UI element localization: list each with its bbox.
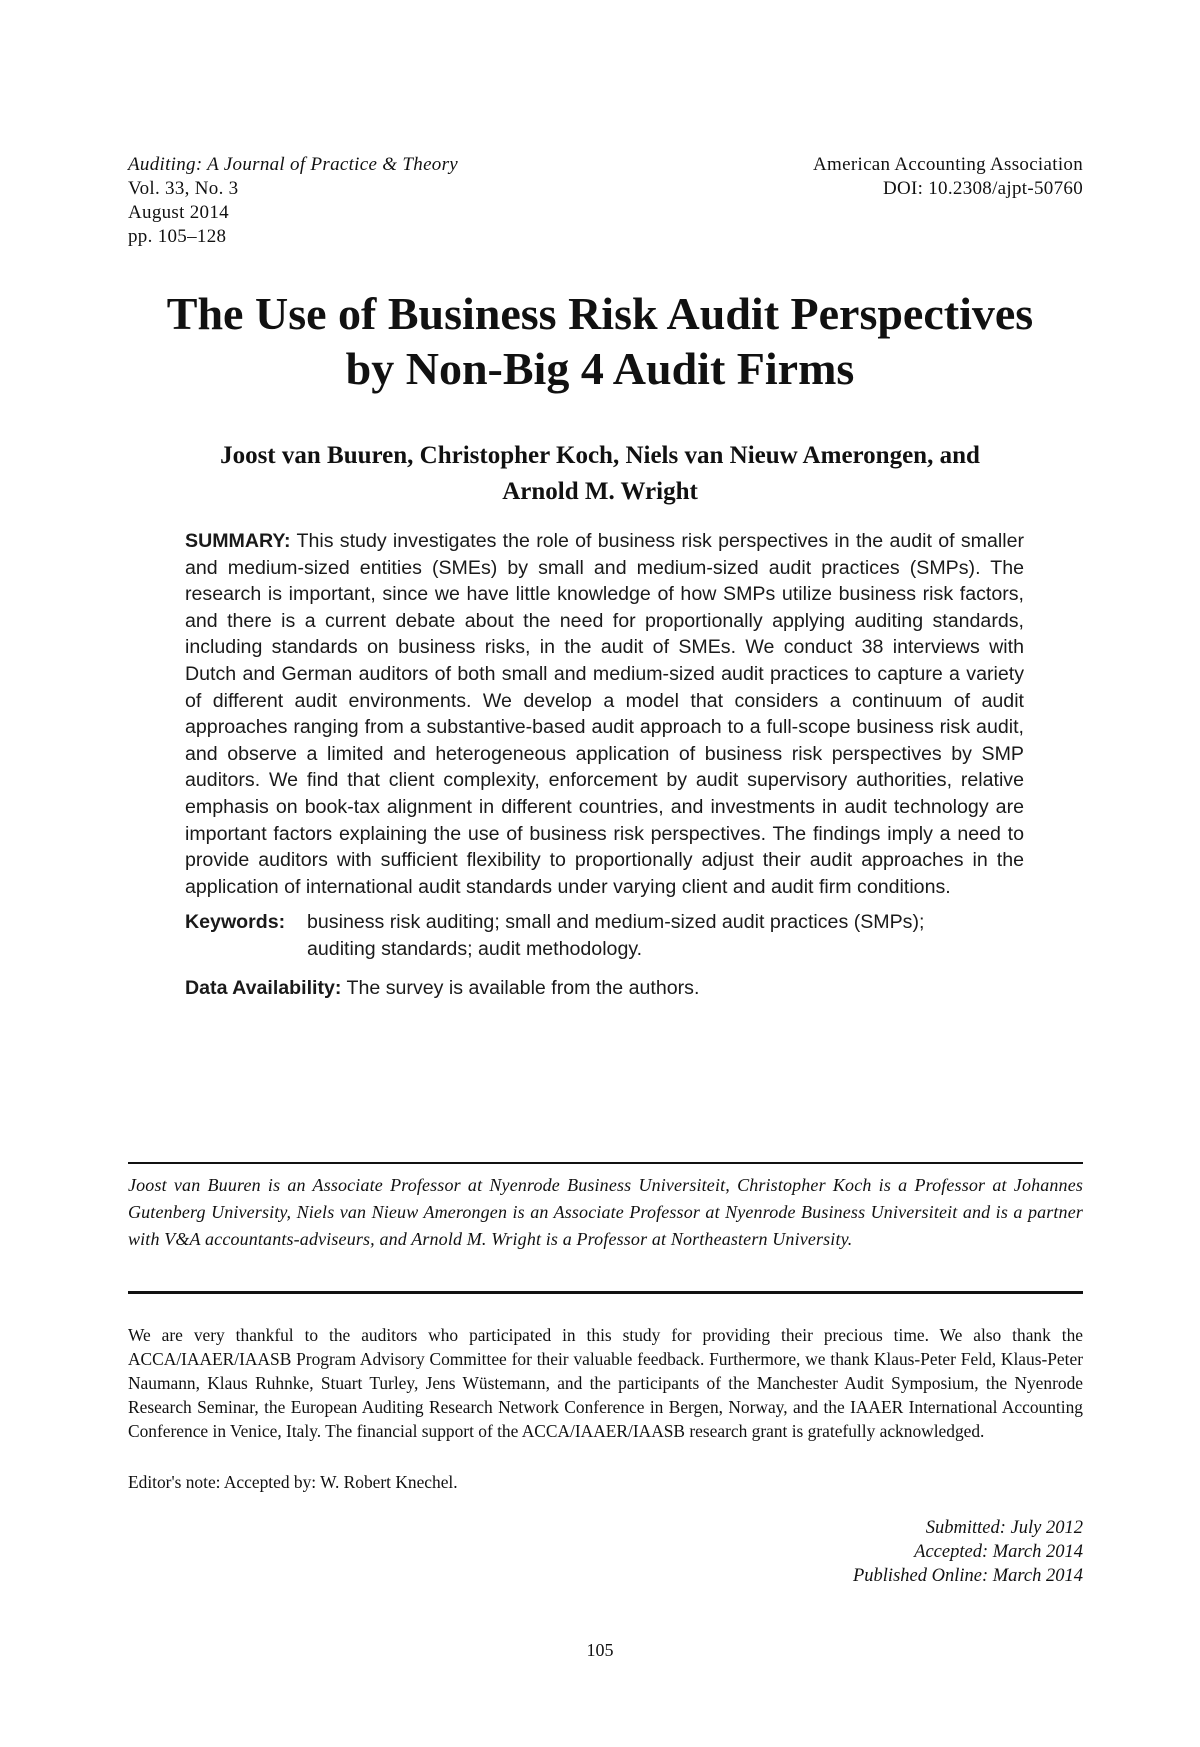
journal-pages: pp. 105–128 bbox=[128, 226, 227, 247]
journal-volume: Vol. 33, No. 3 bbox=[128, 178, 239, 199]
article-title bbox=[100, 286, 1100, 396]
title-line: The Use of Business Risk Audit Perspectives bbox=[166, 288, 1034, 339]
publisher-name: American Accounting Association bbox=[813, 154, 1083, 175]
published-date: Published Online: March 2014 bbox=[852, 1566, 1083, 1586]
data-availability-text: The survey is available from the authors. bbox=[346, 976, 700, 999]
journal-info bbox=[128, 153, 458, 249]
divider bbox=[128, 1291, 1083, 1294]
divider bbox=[128, 1162, 1083, 1164]
author-line: Joost van Buuren, Christopher Koch, Niels van Nieuw Amerongen, and bbox=[220, 442, 980, 469]
keywords-label: Keywords: bbox=[185, 911, 286, 934]
author-affiliations: Joost van Buuren is an Associate Professor at Nyenrode Business Universiteit, Christopher Koch is a Professor at Johannes Gutenberg University, Niels van Nieuw Amerongen is an Associate Professor at Nyenrode Business Universiteit and is a partner with V&A accountants-adviseurs, and Arnold M. Wright is a Professor at Northeastern University. bbox=[128, 1175, 1083, 1249]
accepted-date: Accepted: March 2014 bbox=[914, 1542, 1083, 1562]
keywords-line: auditing standards; audit methodology. bbox=[307, 937, 643, 960]
summary-paragraph bbox=[185, 528, 1024, 900]
author-list bbox=[100, 438, 1100, 510]
title-line: by Non-Big 4 Audit Firms bbox=[345, 343, 855, 394]
keywords-text bbox=[307, 909, 1024, 962]
journal-name: Auditing: A Journal of Practice & Theory bbox=[128, 154, 459, 175]
doi: DOI: 10.2308/ajpt-50760 bbox=[882, 178, 1083, 199]
publication-dates bbox=[853, 1516, 1083, 1588]
editor-note: Editor's note: Accepted by: W. Robert Knechel. bbox=[128, 1472, 458, 1492]
summary-label: SUMMARY: bbox=[185, 530, 291, 552]
author-line: Arnold M. Wright bbox=[502, 478, 698, 505]
data-availability-label: Data Availability: bbox=[185, 976, 342, 999]
keywords-line: business risk auditing; small and medium-sized audit practices (SMPs); bbox=[307, 911, 925, 934]
submitted-date: Submitted: July 2012 bbox=[925, 1518, 1083, 1538]
acknowledgments: We are very thankful to the auditors who participated in this study for providing their precious time. We also thank the ACCA/IAAER/IAASB Program Advisory Committee for their valuable feedback. Furthermore, we thank Klaus-Peter Feld, Klaus-Peter Naumann, Klaus Ruhnke, Stuart Turley, Jens Wüstemann, and the participants of the Manchester Audit Symposium, the Nyenrode Research Seminar, the European Auditing Research Network Conference in Bergen, Norway, and the IAAER International Accounting Conference in Venice, Italy. The financial support of the ACCA/IAAER/IAASB research grant is gratefully acknowledged. bbox=[128, 1325, 1083, 1441]
publisher-info bbox=[813, 153, 1083, 201]
page-number: 105 bbox=[586, 1640, 614, 1660]
abstract bbox=[185, 528, 1024, 1001]
journal-date: August 2014 bbox=[128, 202, 229, 223]
data-availability bbox=[185, 975, 1024, 1002]
summary-text: This study investigates the role of business risk perspectives in the audit of smaller and medium-sized entities (SMEs) by small and medium-sized audit practices (SMPs). The research is important, since we have little knowledge of how SMPs utilize business risk factors, and there is a current debate about the need for proportionally applying auditing standards, including standards on business risks, in the audit of SMEs. We conduct 38 interviews with Dutch and German auditors of both small and medium-sized audit practices to capture a variety of different audit environments. We develop a model that considers a continuum of audit approaches ranging from a substantive-based audit approach to a full-scope business risk audit, and observe a limited and heterogeneous application of business risk perspectives by SMP auditors. We find that client complexity, enforcement by audit supervisory authorities, relative emphasis on book-tax alignment in different countries, and investments in audit technology are important factors explaining the use of business risk perspectives. The findings imply a need to provide auditors with sufficient flexibility to proportionally adjust their audit approaches in the application of international audit standards under varying client and audit firm conditions. bbox=[185, 530, 1024, 898]
keywords bbox=[185, 909, 1024, 962]
